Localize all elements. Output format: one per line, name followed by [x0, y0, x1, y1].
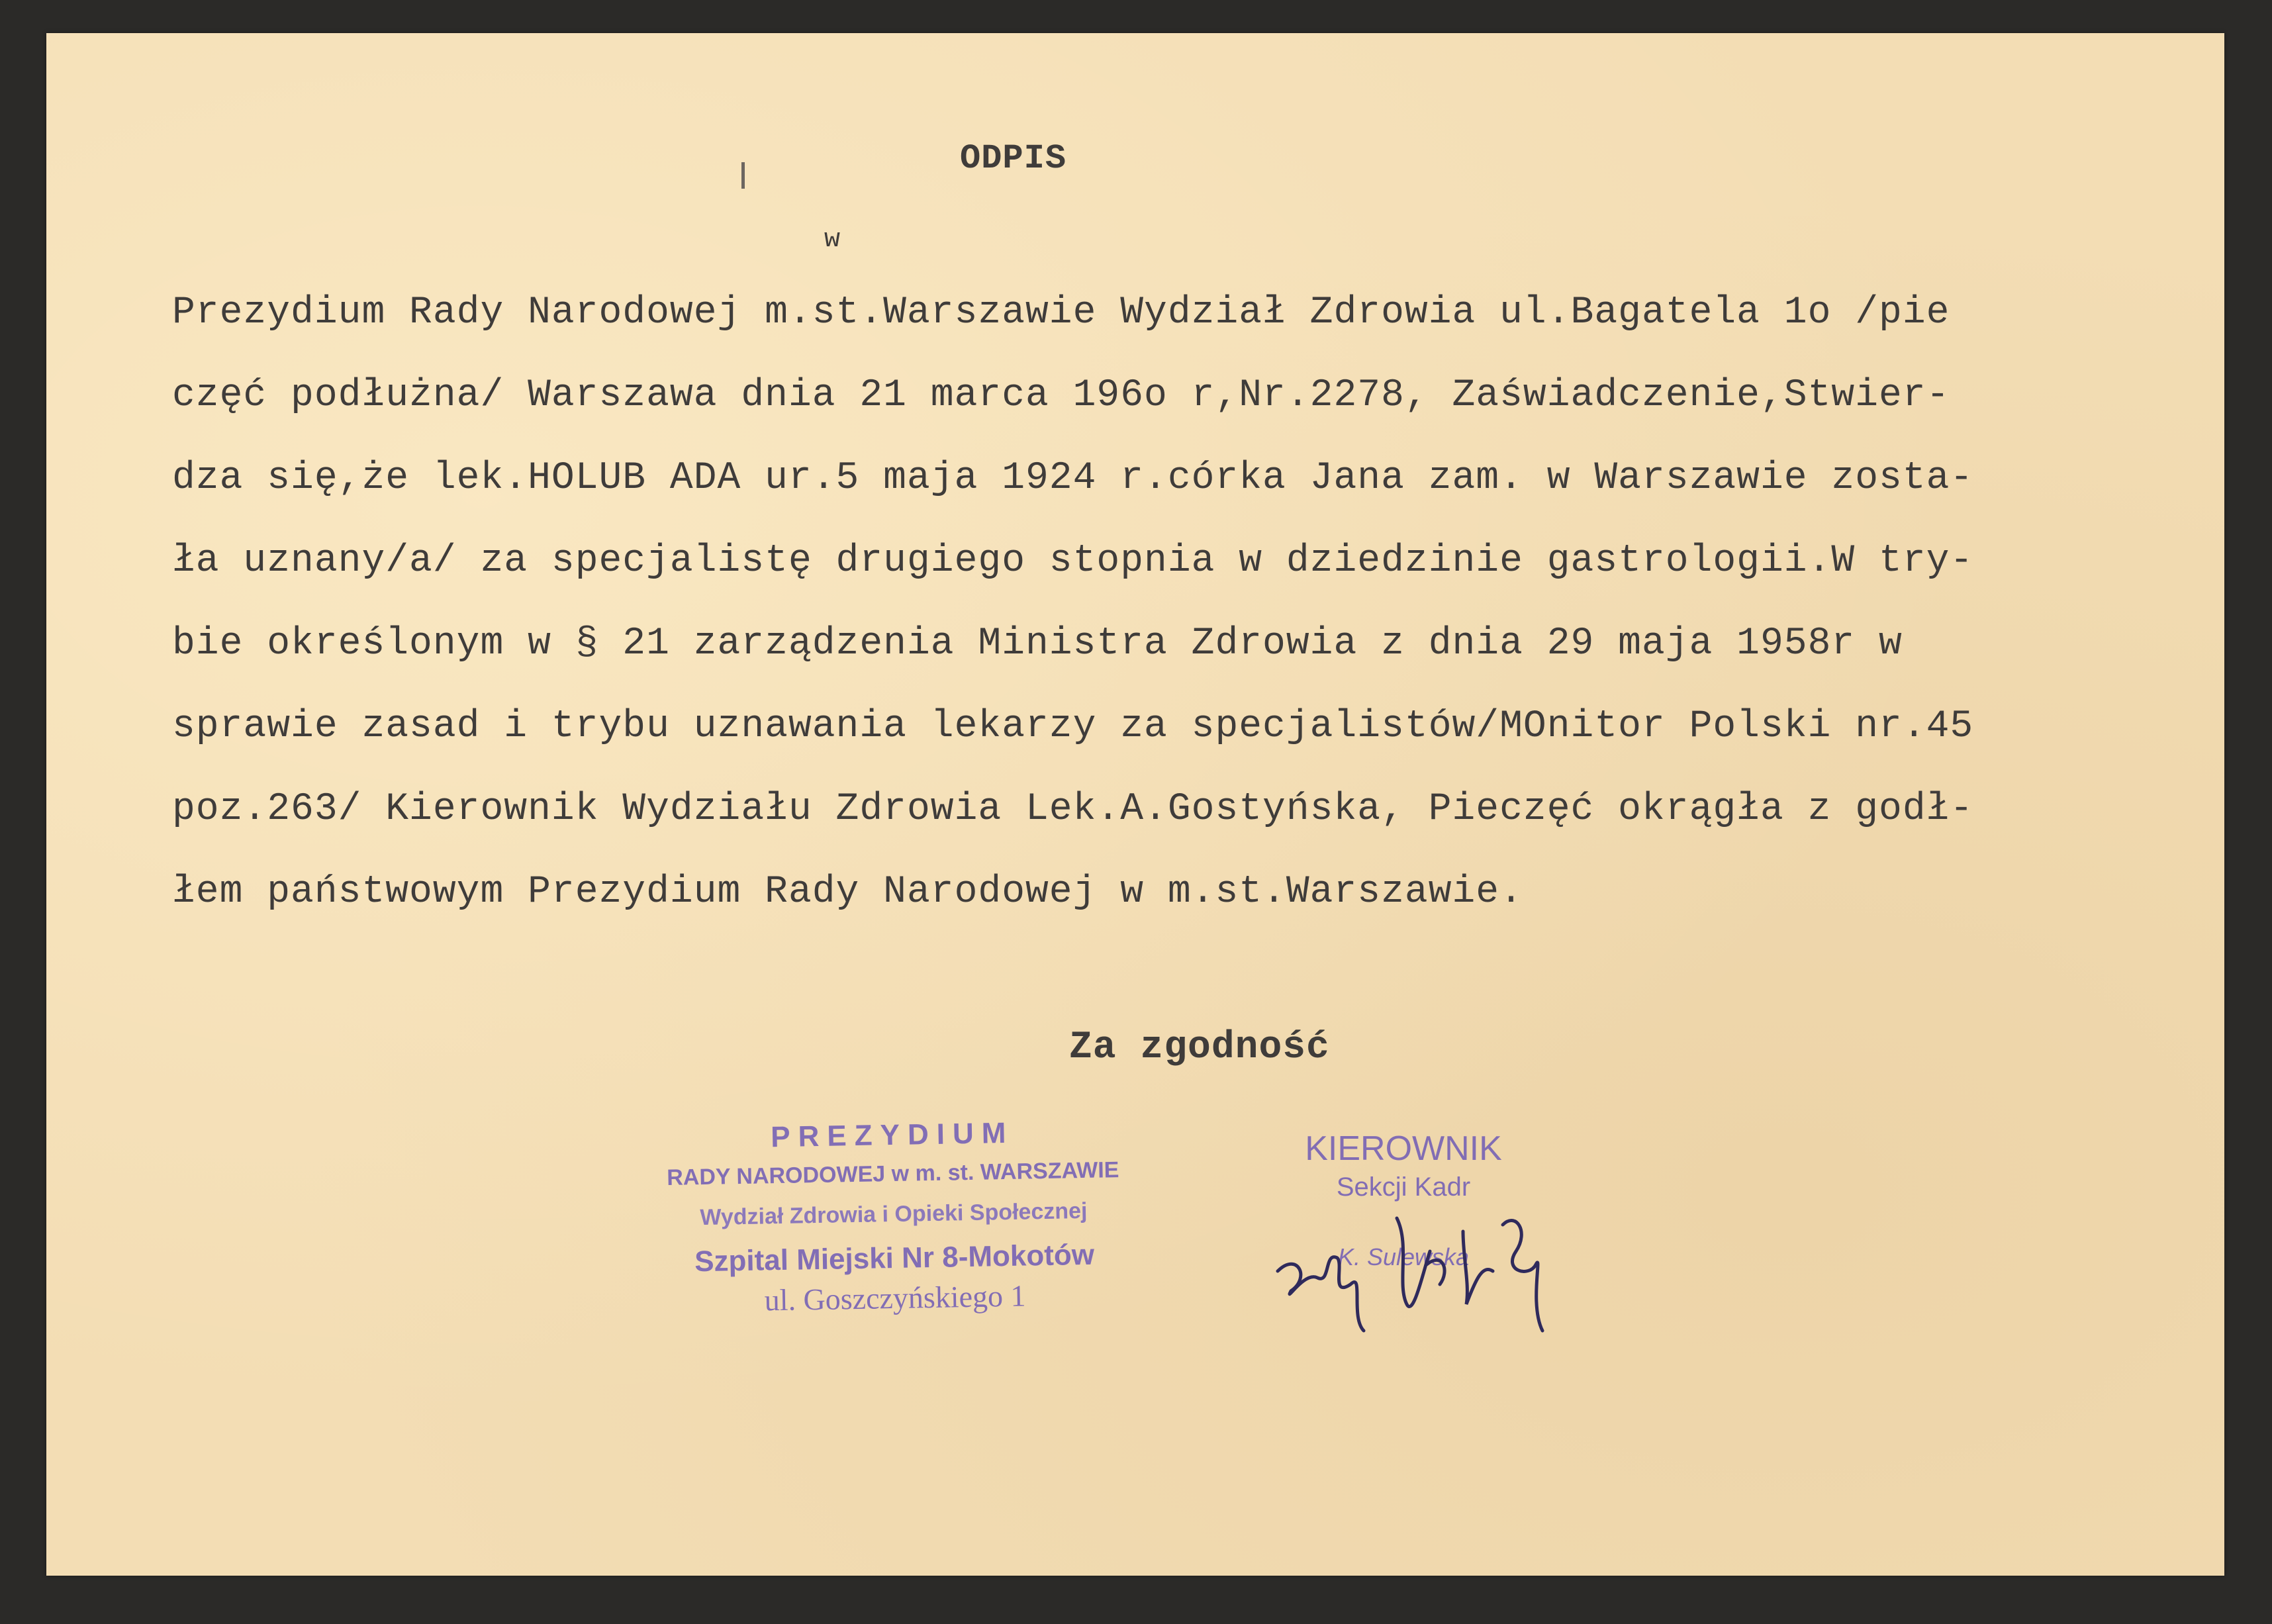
document-heading: ODPIS: [960, 139, 1067, 178]
typed-correction: w: [824, 225, 841, 255]
body-line: poz.263/ Kierownik Wydziału Zdrowia Lek.A.Gostyńska, Pieczęć okrągła z godł-: [172, 788, 1974, 831]
handwritten-signature: [1264, 1172, 1595, 1344]
stamp-line: Szpital Miejski Nr 8-Mokotów: [694, 1238, 1095, 1278]
certification-closing: Za zgodność: [1069, 1026, 1330, 1069]
body-line: łem państwowym Prezydium Rady Narodowej w m.st.Warszawie.: [172, 871, 1523, 914]
body-line: ła uznany/a/ za specjalistę drugiego stopnia w dziedzinie gastrologii.W try-: [172, 540, 1974, 583]
body-line: częć podłużna/ Warszawa dnia 21 marca 196o r,Nr.2278, Zaświadczenie,Stwier-: [172, 374, 1950, 417]
document-body: [172, 271, 2257, 933]
pencil-mark: [741, 162, 745, 189]
stamp-line: ul. Goszczyńskiego 1: [764, 1278, 1026, 1317]
body-line: Prezydium Rady Narodowej m.st.Warszawie Wydział Zdrowia ul.Bagatela 1o /pie: [172, 291, 1950, 334]
body-line: bie określonym w § 21 zarządzenia Ministra Zdrowia z dnia 29 maja 1958r w: [172, 622, 1903, 665]
institution-stamp: [528, 1112, 1259, 1321]
stamp-line: PREZYDIUM: [770, 1116, 1014, 1154]
stamp-official-name: K. Sulewska: [1337, 1243, 1470, 1270]
document-sheet: [46, 33, 2224, 1576]
stamp-line: RADY NARODOWEJ w m. st. WARSZAWIE: [666, 1157, 1119, 1190]
stamp-line: Wydział Zdrowia i Opieki Społecznej: [700, 1198, 1088, 1231]
stamp-department: Sekcji Kadr: [1336, 1172, 1471, 1202]
stamp-title: KIEROWNIK: [1305, 1129, 1502, 1168]
body-line: sprawie zasad i trybu uznawania lekarzy za specjalistów/MOnitor Polski nr.45: [172, 705, 1974, 748]
body-line: dza się,że lek.HOLUB ADA ur.5 maja 1924 r.córka Jana zam. w Warszawie zosta-: [172, 457, 1974, 500]
